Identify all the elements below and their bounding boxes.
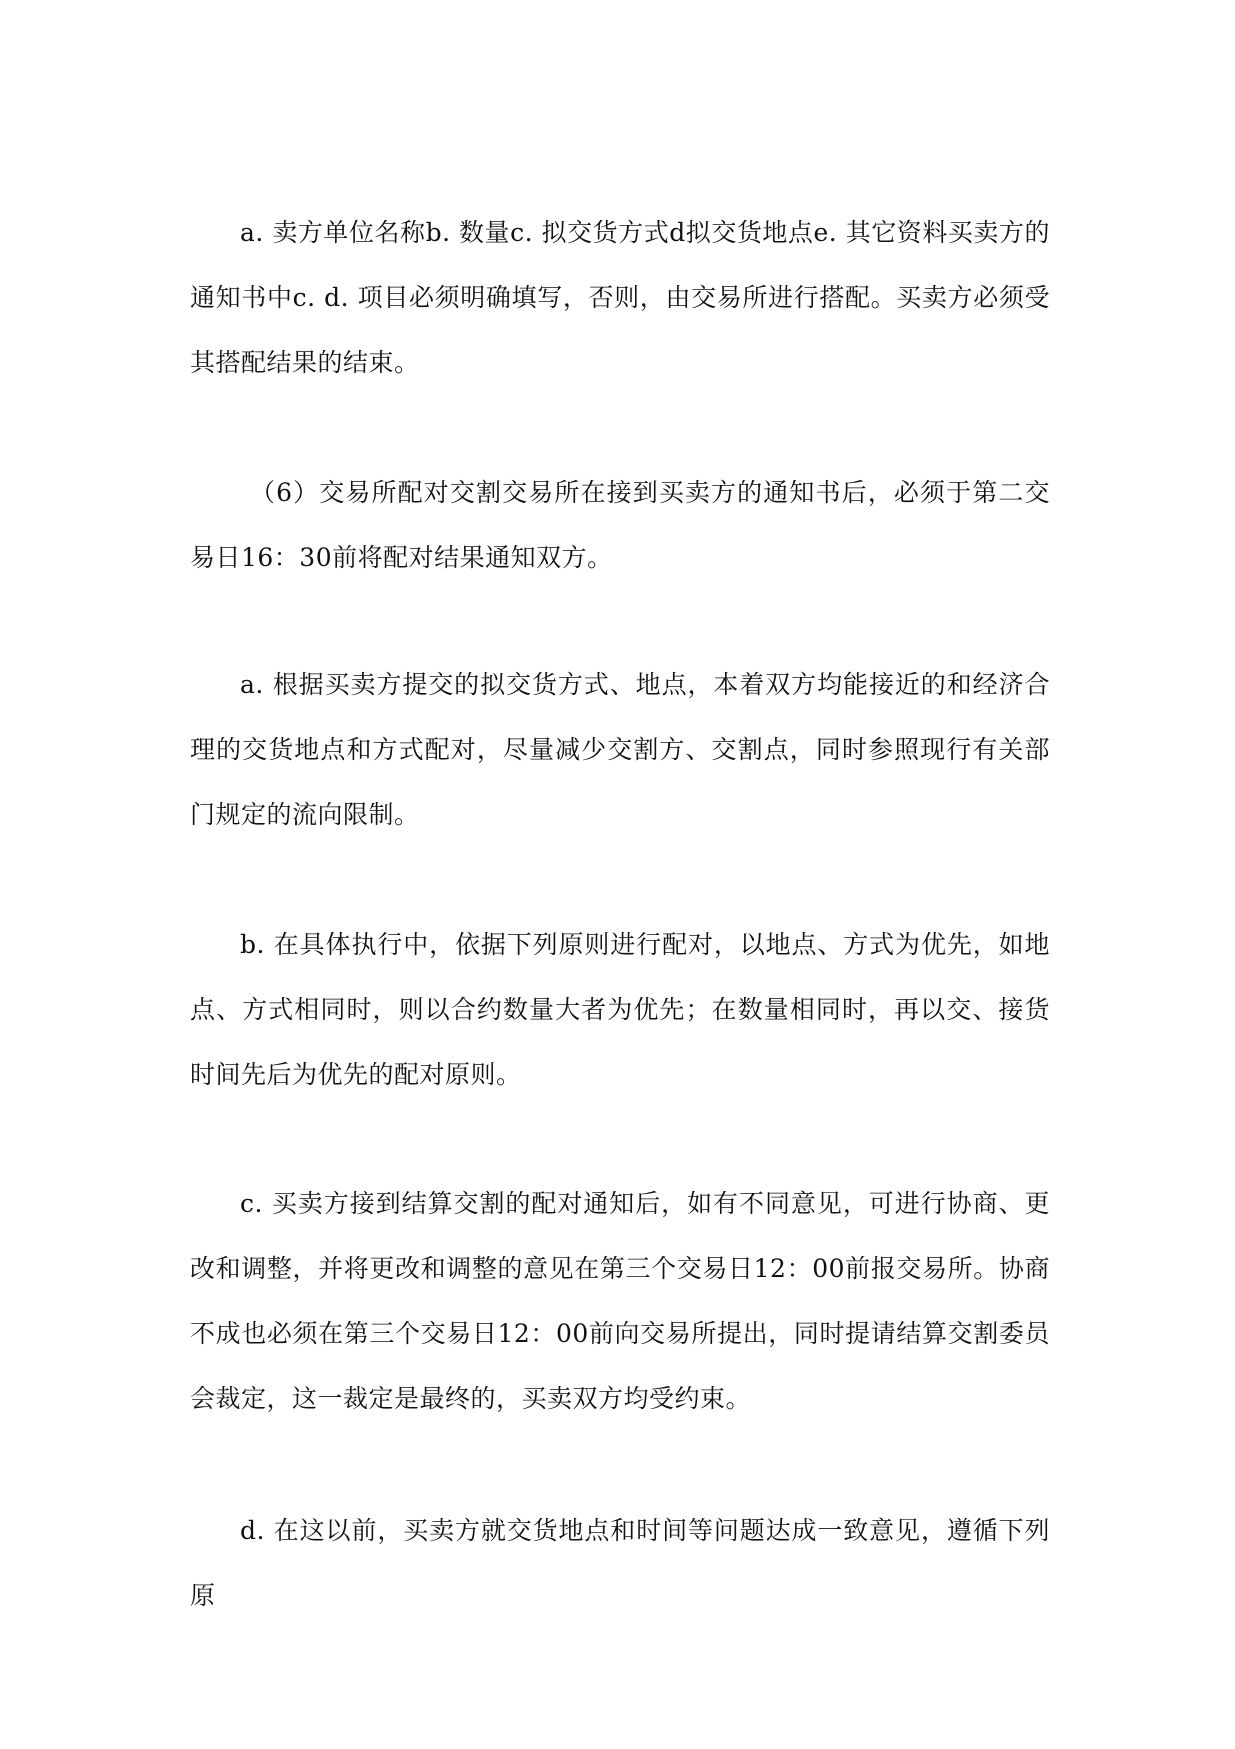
paragraph-matching-basis: a. 根据买卖方提交的拟交货方式、地点，本着双方均能接近的和经济合理的交货地点和方式配对，尽量减少交割方、交割点，同时参照现行有关部门规定的流向限制。: [190, 670, 1050, 829]
paragraph-prior-agreement: d. 在这以前，买卖方就交货地点和时间等问题达成一致意见，遵循下列原: [190, 1516, 1050, 1610]
paragraph-seller-notice-items: a. 卖方单位名称b. 数量c. 拟交货方式d拟交货地点e. 其它资料买卖方的通知书中c. d. 项目必须明确填写，否则，由交易所进行搭配。买卖方必须受其搭配结果的结束。: [190, 218, 1050, 377]
paragraph-matching-priority: b. 在具体执行中，依据下列原则进行配对，以地点、方式为优先，如地点、方式相同时，则以合约数量大者为优先；在数量相同时，再以交、接货时间先后为优先的配对原则。: [190, 930, 1050, 1089]
paragraph-exchange-matching: （6）交易所配对交割交易所在接到买卖方的通知书后，必须于第二交易日16：30前将配对结果通知双方。: [190, 478, 1050, 572]
paragraph-negotiation-adjustment: c. 买卖方接到结算交割的配对通知后，如有不同意见，可进行协商、更改和调整，并将更改和调整的意见在第三个交易日12：00前报交易所。协商不成也必须在第三个交易日12：00前向交易所提出，同时提请结算交割委员会裁定，这一裁定是最终的，买卖双方均受约束。: [190, 1189, 1050, 1413]
